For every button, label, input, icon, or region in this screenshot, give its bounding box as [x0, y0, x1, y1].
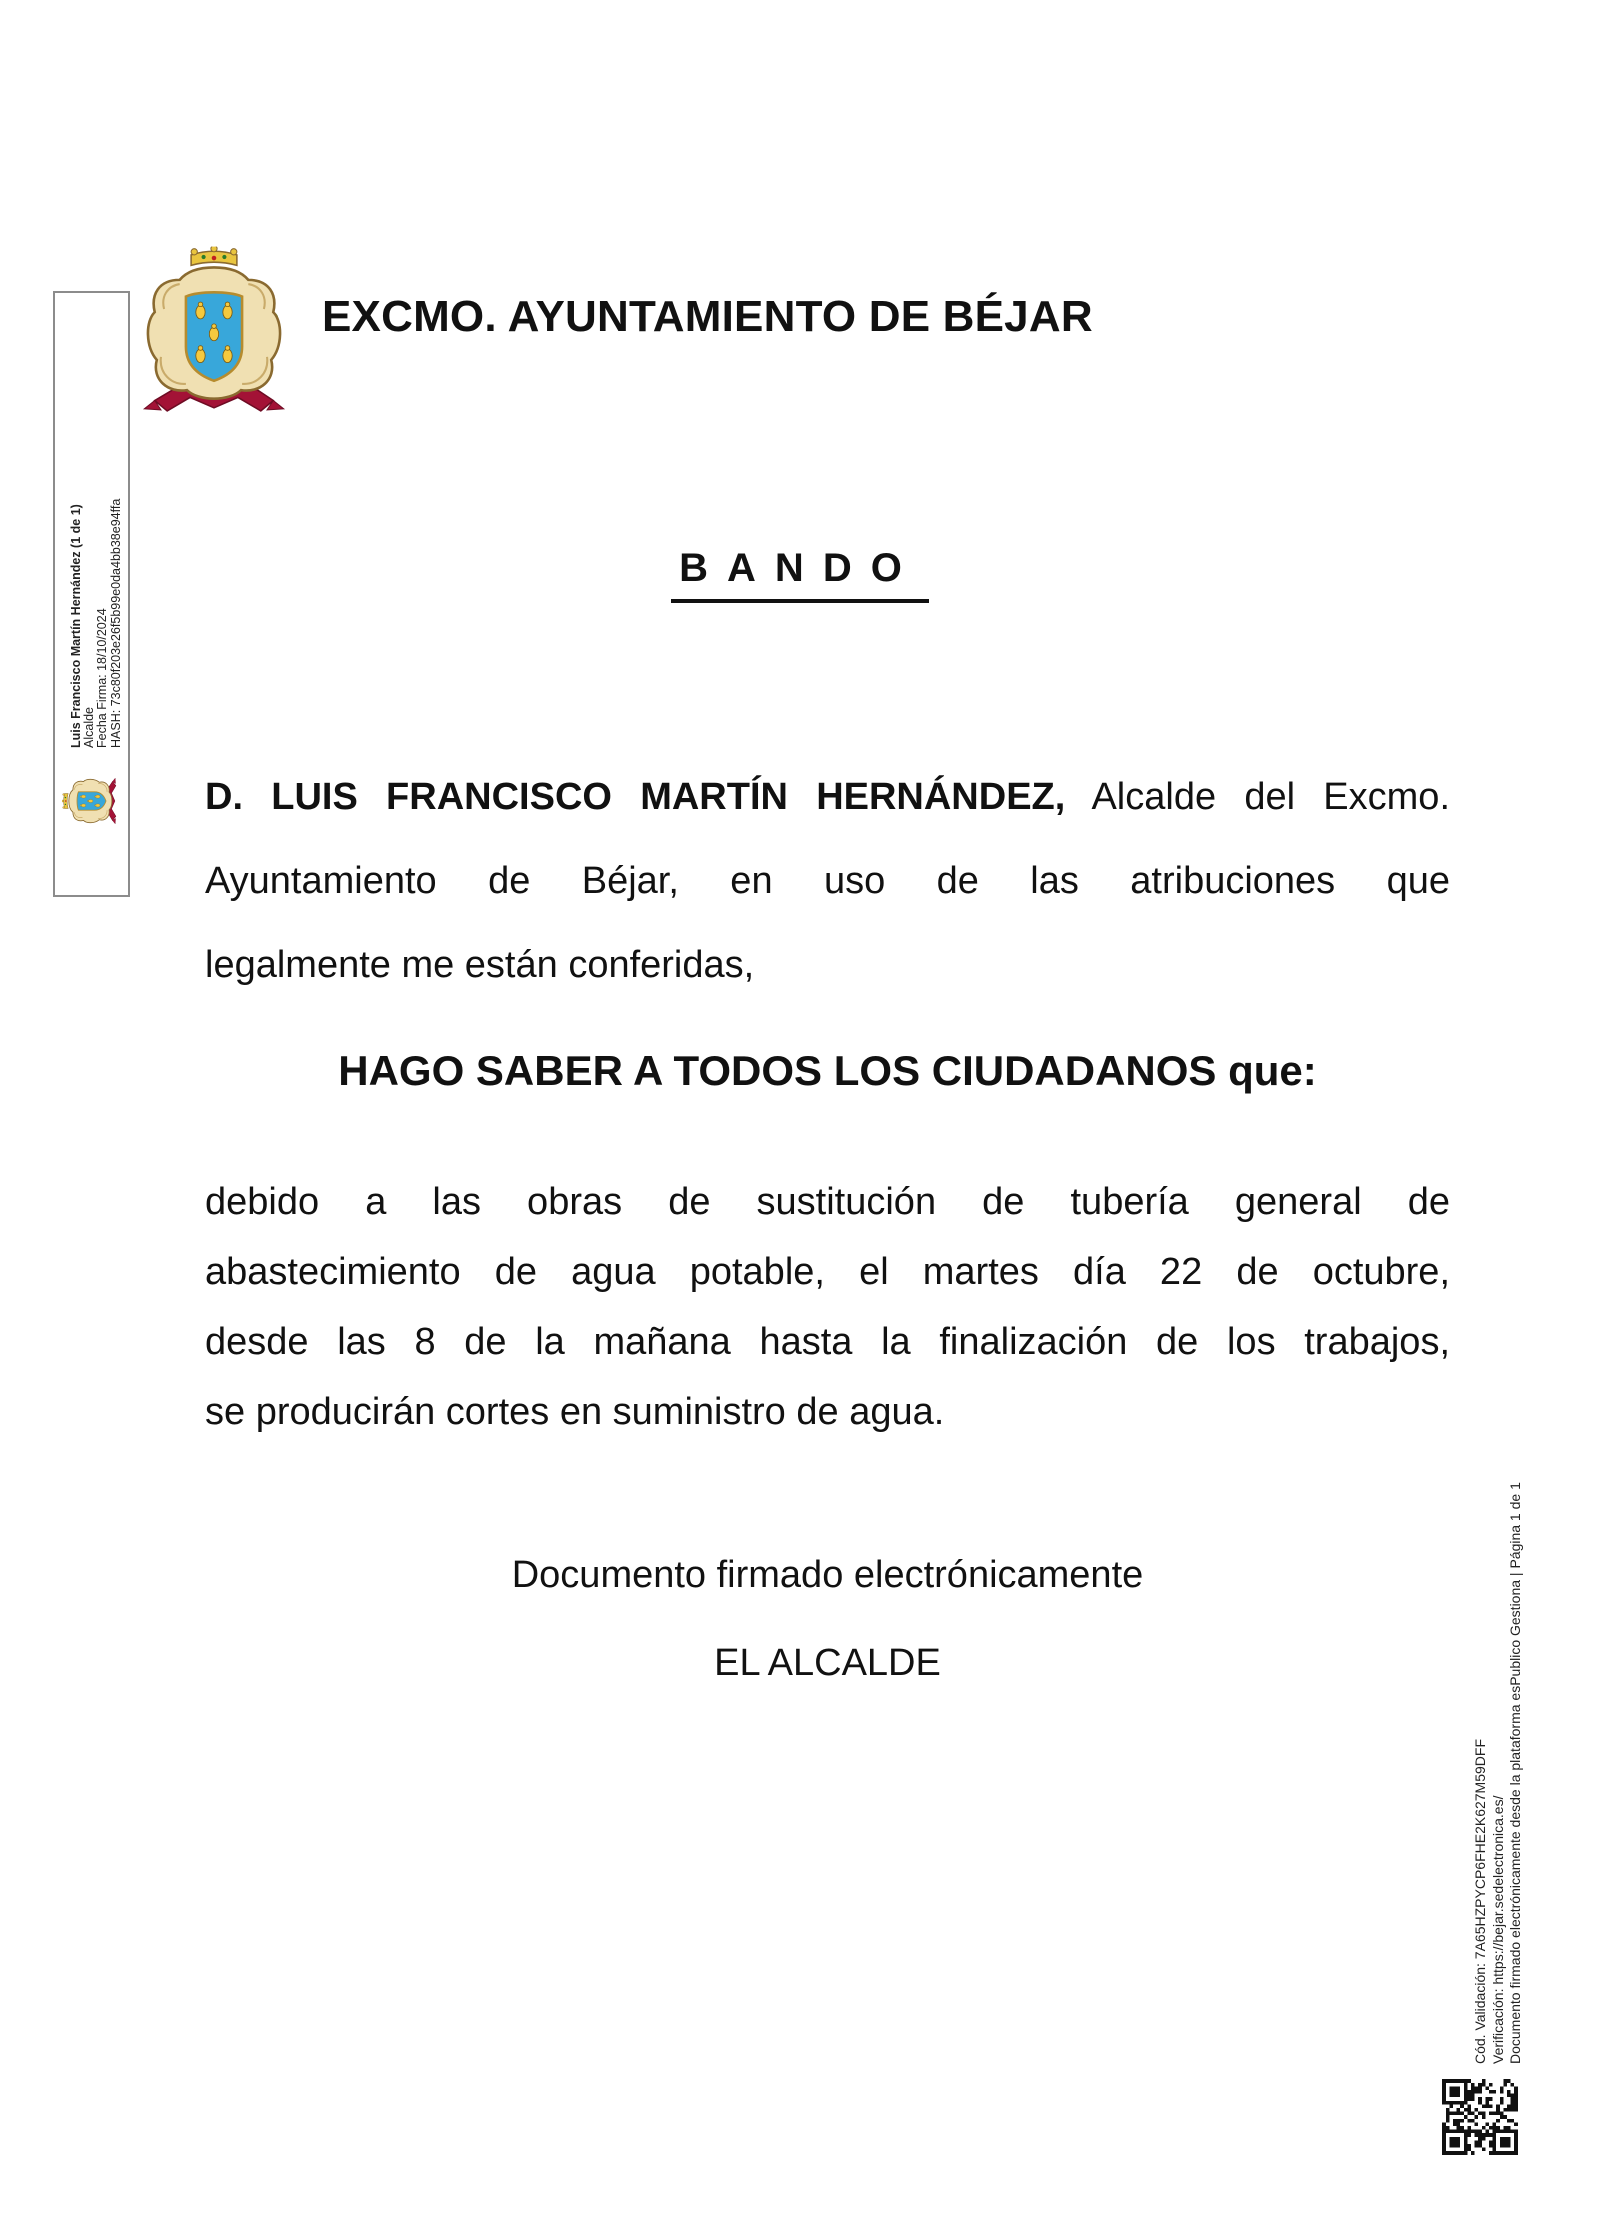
page-title: EXCMO. AYUNTAMIENTO DE BÉJAR	[322, 292, 1093, 341]
footer-verification-url: Verificación: https://bejar.sedelectronica.es/	[1489, 1795, 1506, 2064]
body-line-3: desde las 8 de la mañana hasta la finalización de los trabajos,	[205, 1321, 1450, 1363]
document-title-wrap	[0, 546, 1600, 603]
signer-name: Luis Francisco Martín Hernández (1 de 1)	[69, 504, 83, 748]
intro-line-1-rest: Alcalde del Excmo.	[1065, 776, 1450, 818]
intro-paragraph	[205, 755, 1450, 1007]
intro-line-2: Ayuntamiento de Béjar, en uso de las atribuciones que	[205, 860, 1450, 902]
footer-validation-code: Cód. Validación: 7A65HZPYCP6FHE2K627M59DFF	[1472, 1738, 1488, 2064]
body-line-1: debido a las obras de sustitución de tubería general de	[205, 1181, 1450, 1223]
body-line-2: abastecimiento de agua potable, el martes día 22 de octubre,	[205, 1251, 1450, 1293]
intro-line-1	[205, 755, 1450, 839]
qr-code	[1435, 2072, 1525, 2162]
intro-name-bold: D. LUIS FRANCISCO MARTÍN HERNÁNDEZ,	[205, 776, 1066, 818]
body-line-4: se producirán cortes en suministro de agua.	[205, 1391, 945, 1433]
signature-date: Fecha Firma: 18/10/2024	[95, 608, 110, 748]
document-title: BANDO	[671, 546, 929, 603]
footer-validation-text	[1472, 1364, 1525, 2064]
signature-hash: HASH: 73c80f203e26f5b99e0da4bb38e94ffa	[108, 498, 123, 748]
body-paragraph	[205, 1167, 1450, 1447]
footer-platform-note: Documento firmado electrónicamente desde la plataforma esPublico Gestiona | Página 1 de 1	[1507, 1482, 1523, 2064]
bejar-coat-of-arms-icon-small	[62, 756, 120, 846]
signed-electronically-line: Documento firmado electrónicamente	[511, 1554, 1144, 1596]
intro-line-3: legalmente me están conferidas,	[205, 944, 755, 986]
announcement-heading: HAGO SABER A TODOS LOS CIUDADANOS que:	[338, 1047, 1317, 1094]
signer-role: Alcalde	[82, 707, 97, 748]
signed-role-line: EL ALCALDE	[714, 1642, 941, 1684]
bejar-coat-of-arms-icon	[136, 246, 292, 424]
